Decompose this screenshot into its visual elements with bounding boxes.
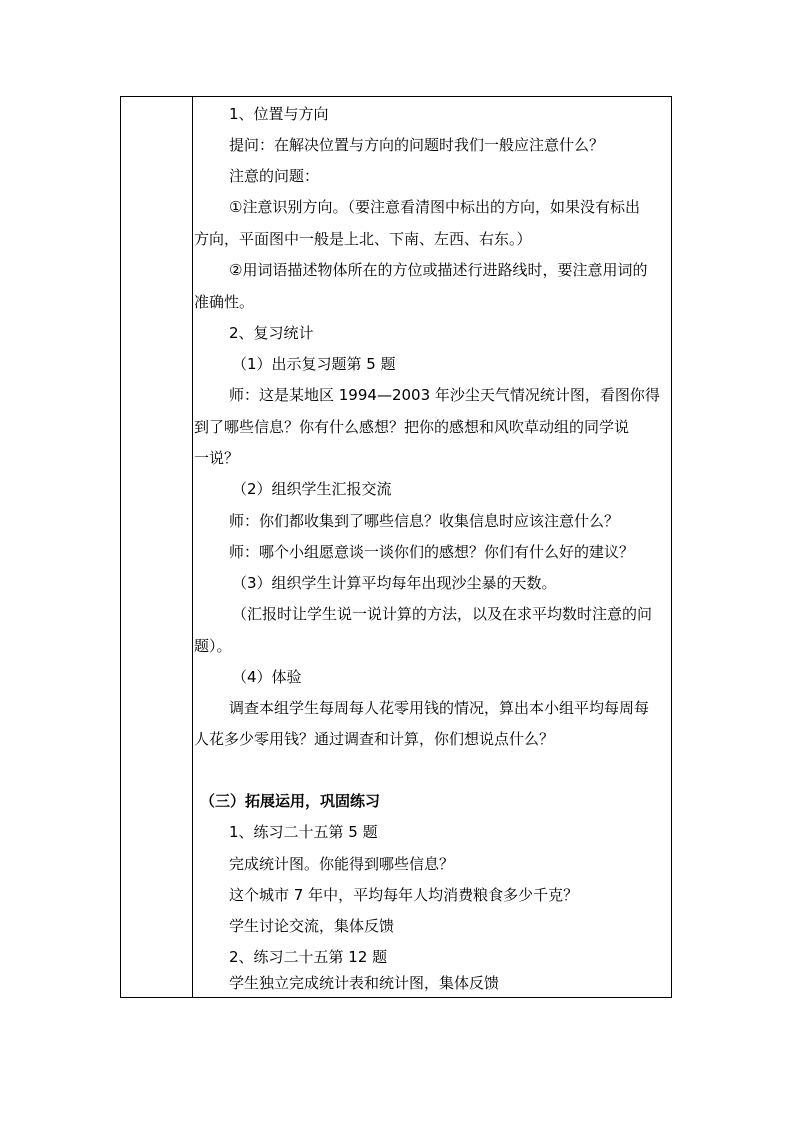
text-line: 学生讨论交流，集体反馈 xyxy=(229,917,395,935)
text-line: 题）。 xyxy=(194,637,232,655)
text-line: 师：你们都收集到了哪些信息？收集信息时应该注意什么？ xyxy=(229,512,620,530)
left-column-cell xyxy=(121,97,193,997)
text-line: 到了哪些信息？你有什么感想？把你的感想和风吹草动组的同学说 xyxy=(194,418,630,436)
text-line: （3）组织学生计算平均每年出现沙尘暴的天数。 xyxy=(232,574,557,592)
text-line: ①注意识别方向。（要注意看清图中标出的方向，如果没有标出 xyxy=(229,198,640,216)
text-line: 完成统计图。你能得到哪些信息？ xyxy=(229,855,455,873)
text-line: 方向，平面图中一般是上北、下南、左西、右东。） xyxy=(194,230,532,248)
text-line: 提问：在解决位置与方向的问题时我们一般应注意什么？ xyxy=(229,136,605,154)
text-line: （2）组织学生汇报交流 xyxy=(232,480,392,498)
text-line: 人花多少零用钱？通过调查和计算，你们想说点什么？ xyxy=(194,730,555,748)
text-line: 2、练习二十五第 12 题 xyxy=(229,948,388,966)
text-line: 学生独立完成统计表和统计图，集体反馈 xyxy=(229,974,500,992)
text-line: 调查本组学生每周每人花零用钱的情况，算出本小组平均每周每 xyxy=(229,699,650,717)
text-line: 这个城市 7 年中，平均每年人均消费粮食多少千克？ xyxy=(229,886,579,904)
text-line: ②用词语描述物体所在的方位或描述行进路线时，要注意用词的 xyxy=(229,261,648,279)
text-line: （汇报时让学生说一说计算的方法，以及在求平均数时注意的问 xyxy=(232,605,653,623)
text-line: 1、练习二十五第 5 题 xyxy=(229,823,378,841)
text-line: 2、复习统计 xyxy=(229,324,314,342)
text-line: （4）体验 xyxy=(232,668,302,686)
section-heading: （三）拓展运用，巩固练习 xyxy=(200,792,381,810)
lesson-table xyxy=(120,96,672,998)
text-line: 1、位置与方向 xyxy=(229,105,329,123)
text-line: 准确性。 xyxy=(194,293,255,311)
text-line: （1）出示复习题第 5 题 xyxy=(232,355,396,373)
lesson-content-cell xyxy=(194,97,671,997)
text-line: 注意的问题： xyxy=(229,167,320,185)
text-line: 师：哪个小组愿意谈一谈你们的感想？你们有什么好的建议？ xyxy=(229,543,635,561)
text-line: 一说？ xyxy=(194,449,240,467)
text-line: 师：这是某地区 1994—2003 年沙尘天气情况统计图，看图你得 xyxy=(229,386,660,404)
